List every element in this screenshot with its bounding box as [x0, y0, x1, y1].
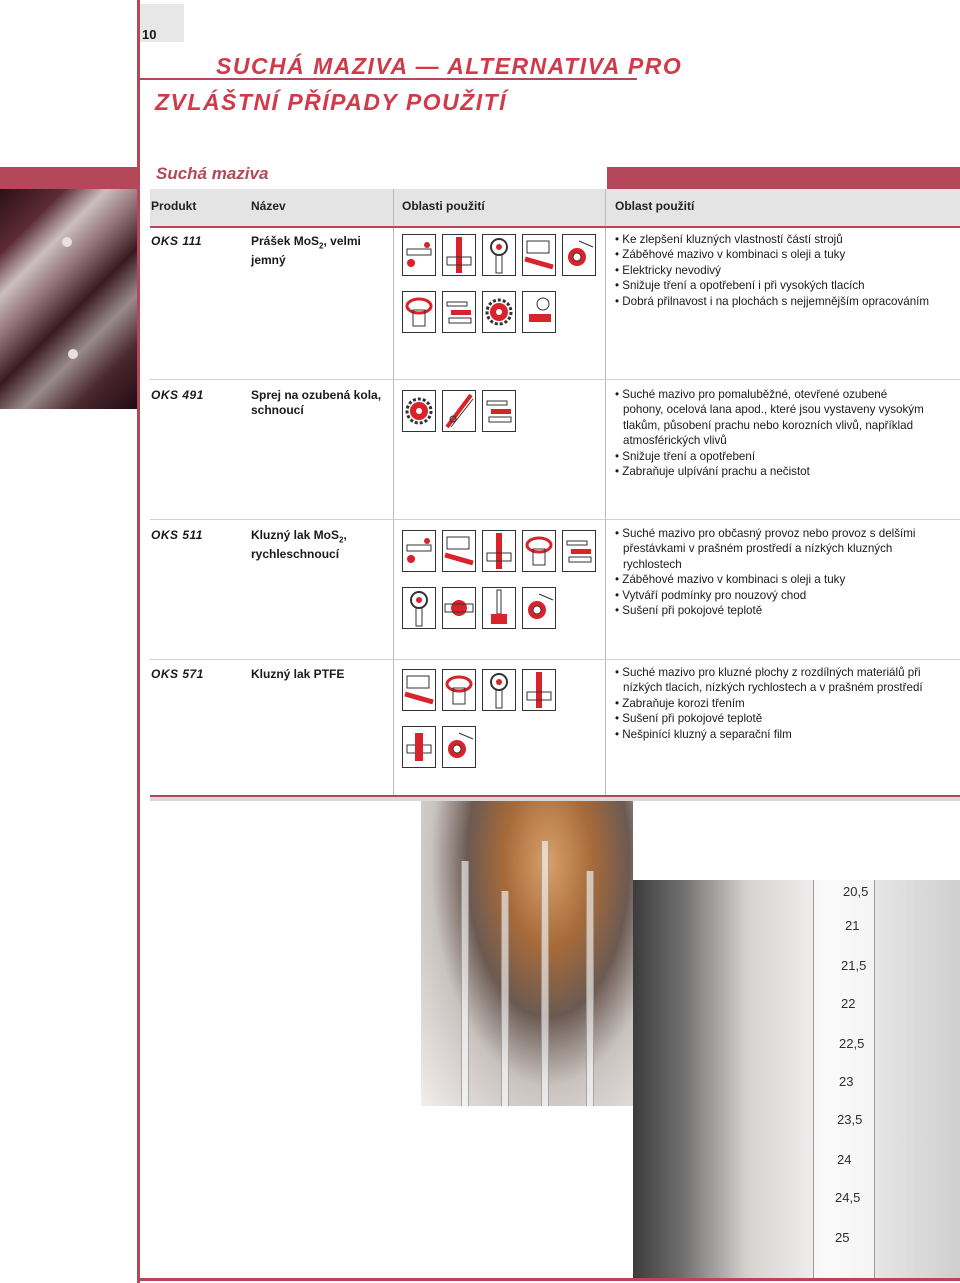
scale-label: 22: [841, 996, 856, 1011]
valve-icon: [402, 726, 436, 768]
product-name: Kluzný lak PTFE: [251, 667, 345, 681]
section-header: [150, 162, 607, 191]
rod-end-icon: [482, 669, 516, 711]
section-bar-left: [0, 167, 137, 189]
burette-photo: [633, 880, 960, 1278]
product-code: OKS 111: [151, 234, 203, 248]
photo-detail: [68, 349, 78, 359]
shaft-seal-icon: [522, 587, 556, 629]
column-divider: [605, 189, 606, 796]
pipette-tube: [461, 861, 469, 1106]
scale-label: 23,5: [837, 1112, 863, 1127]
bushing-icon: [482, 587, 516, 629]
shaft-seal-icon: [562, 234, 596, 276]
slide-guide-icon: [402, 669, 436, 711]
table-header-rule: [150, 226, 960, 228]
shaft-seal-icon: [442, 726, 476, 768]
sliding-plates-icon: [482, 390, 516, 432]
scale-label: 24,5: [835, 1190, 861, 1205]
wire-rope-icon: [442, 390, 476, 432]
row-divider: [150, 659, 960, 660]
col-head-name: Název: [251, 199, 286, 213]
gear-wheel-icon: [402, 390, 436, 432]
page-frame-left: [137, 0, 140, 1283]
section-bar-right: [607, 167, 960, 189]
section-title: Suchá maziva: [156, 164, 269, 183]
use-list: • Suché mazivo pro pomaluběžné, otevřené ozubené pohony, ocelová lana apod., které jsou vystaveny vysokým tlakům, působení prachu nebo korozních vlivů, například atmosférických vlivů • Snižuje tření a opotřebení • Zabraňuje ulpívání prachu a nečistot: [615, 388, 924, 479]
bearing-icon: [402, 291, 436, 333]
linkage-icon: [402, 530, 436, 572]
product-name: Prášek MoS$_2$, velmi jemný: [251, 234, 361, 268]
pipette-tube: [501, 891, 509, 1106]
slide-guide-icon: [442, 530, 476, 572]
page-title-line2: ZVLÁŠTNÍ PŘÍPADY POUŽITÍ: [155, 89, 508, 115]
use-list: • Ke zlepšení kluzných vlastností částí strojů • Záběhové mazivo v kombinaci s oleji a tuky • Elektricky nevodivý • Snižuje tření a opotřebení i při vysokých tlacích • Dobrá přilnavost i na plochách s nejjemnějším opracováním: [615, 233, 930, 308]
product-name: Sprej na ozubená kola, schnoucí: [251, 388, 382, 417]
pipette-tube: [541, 841, 549, 1106]
page-title-line1: SUCHÁ MAZIVA — ALTERNATIVA PRO: [216, 53, 683, 79]
row-divider: [150, 379, 960, 380]
scale-label: 20,5: [843, 884, 869, 899]
page-number: 10: [140, 4, 184, 42]
column-divider: [393, 189, 394, 796]
slide-guide-icon: [522, 234, 556, 276]
scale-label: 22,5: [839, 1036, 865, 1051]
screw-spindle-icon: [482, 530, 516, 572]
use-list: • Suché mazivo pro kluzné plochy z rozdílných materiálů při nízkých tlacích, nízkých rychlostech a v prašném prostředí • Zabraňuje korozi třením • Sušení při pokojové teplotě • Nešpinící kluzný a separační film: [615, 666, 923, 741]
col-head-areas: Oblasti použití: [402, 199, 485, 213]
scale-label: 25: [835, 1230, 850, 1245]
use-list: • Suché mazivo pro občasný provoz nebo provoz s delšími přestávkami v prašném prostředí a nízkých kluzných rychlostech • Záběhové mazivo v kombinaci s oleji a tuky • Vytváří podmínky pro nouzový chod • Sušení při pokojové teplotě: [615, 527, 916, 618]
scale-label: 21,5: [841, 958, 867, 973]
screw-spindle-icon: [522, 669, 556, 711]
machine-photo: [0, 189, 137, 409]
product-name: Kluzný lak MoS$_2$, rychleschnoucí: [251, 528, 347, 562]
rod-end-icon: [482, 234, 516, 276]
scale-label: 24: [837, 1152, 852, 1167]
screw-spindle-icon: [442, 234, 476, 276]
scale-label: 21: [845, 918, 860, 933]
sliding-plates-icon: [442, 291, 476, 333]
pipette-tube: [586, 871, 594, 1106]
page-frame-bottom: [137, 1278, 960, 1281]
sliding-plates-icon: [562, 530, 596, 572]
product-code: OKS 511: [151, 528, 203, 542]
col-head-product: Produkt: [151, 199, 197, 213]
worm-gear-icon: [522, 291, 556, 333]
col-head-use: Oblast použití: [615, 199, 695, 213]
product-code: OKS 571: [151, 667, 204, 681]
gear-wheel-icon: [482, 291, 516, 333]
rod-end-icon: [402, 587, 436, 629]
bearing-icon: [522, 530, 556, 572]
product-code: OKS 491: [151, 388, 204, 402]
photo-detail: [62, 237, 72, 247]
bearing-icon: [442, 669, 476, 711]
row-divider: [150, 519, 960, 520]
scale-label: 23: [839, 1074, 854, 1089]
linkage-icon: [402, 234, 436, 276]
hinge-icon: [442, 587, 476, 629]
laboratory-photo: [421, 801, 633, 1106]
